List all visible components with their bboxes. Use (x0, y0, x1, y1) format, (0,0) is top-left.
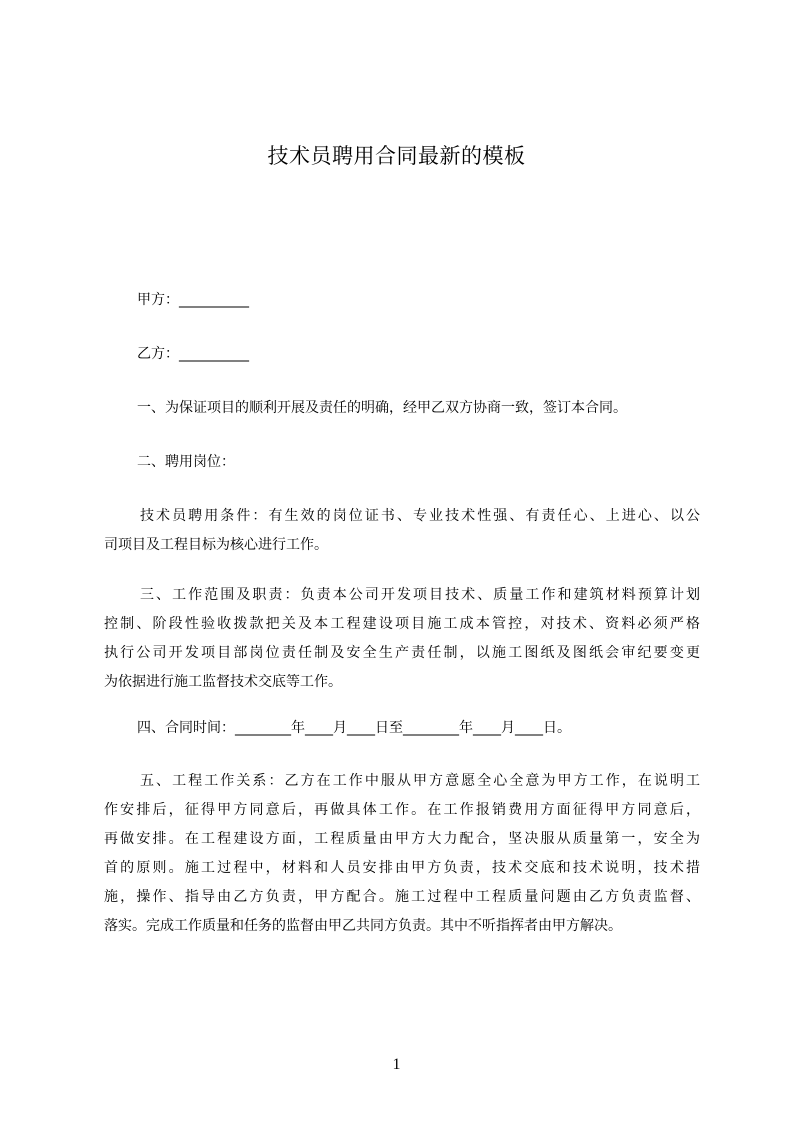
paragraph-line: 三、工作范围及职责：负责本公司开发项目技术、质量工作和建筑材料预算计划 (140, 587, 700, 603)
clause-5 (104, 767, 700, 941)
clause-4: 四、合同时间：________年____月____日至________年____月____日。 (137, 720, 571, 736)
paragraph-line: 落实。完成工作质量和任务的监督由甲乙共同方负责。其中不听指挥者由甲方解决。 (104, 918, 622, 934)
document-title: 技术员聘用合同最新的模板 (267, 144, 526, 168)
clause-2-body (104, 502, 700, 560)
paragraph-line: 五、工程工作关系：乙方在工作中服从甲方意愿全心全意为甲方工作，在说明工 (140, 773, 700, 789)
paragraph-line: 再做安排。在工程建设方面，工程质量由甲方大力配合，坚决服从质量第一，安全为 (104, 831, 700, 847)
paragraph-line: 执行公司开发项目部岗位责任制及安全生产责任制，以施工图纸及图纸会审纪要变更 (104, 645, 700, 661)
clause-3 (104, 581, 700, 697)
party-a-line: 甲方：__________ (137, 292, 249, 308)
page-number: 1 (392, 1056, 401, 1073)
paragraph-line: 施，操作、指导由乙方负责，甲方配合。施工过程中工程质量问题由乙方负责监督、 (104, 889, 700, 905)
paragraph-line: 司项目及工程目标为核心进行工作。 (104, 537, 328, 553)
party-b-line: 乙方：__________ (137, 346, 249, 362)
clause-2-heading: 二、聘用岗位： (137, 454, 235, 470)
paragraph-line: 作安排后，征得甲方同意后，再做具体工作。在工作报销费用方面征得甲方同意后， (104, 802, 700, 818)
clause-1: 一、为保证项目的顺利开展及责任的明确，经甲乙双方协商一致，签订本合同。 (137, 400, 627, 416)
paragraph-line: 控制、阶段性验收拨款把关及本工程建设项目施工成本管控，对技术、资料必须严格 (104, 616, 700, 632)
paragraph-line: 技术员聘用条件：有生效的岗位证书、专业技术性强、有责任心、上进心、以公 (140, 508, 700, 524)
paragraph-line: 首的原则。施工过程中，材料和人员安排由甲方负责，技术交底和技术说明，技术措 (104, 860, 700, 876)
paragraph-line: 为依据进行施工监督技术交底等工作。 (104, 674, 342, 690)
